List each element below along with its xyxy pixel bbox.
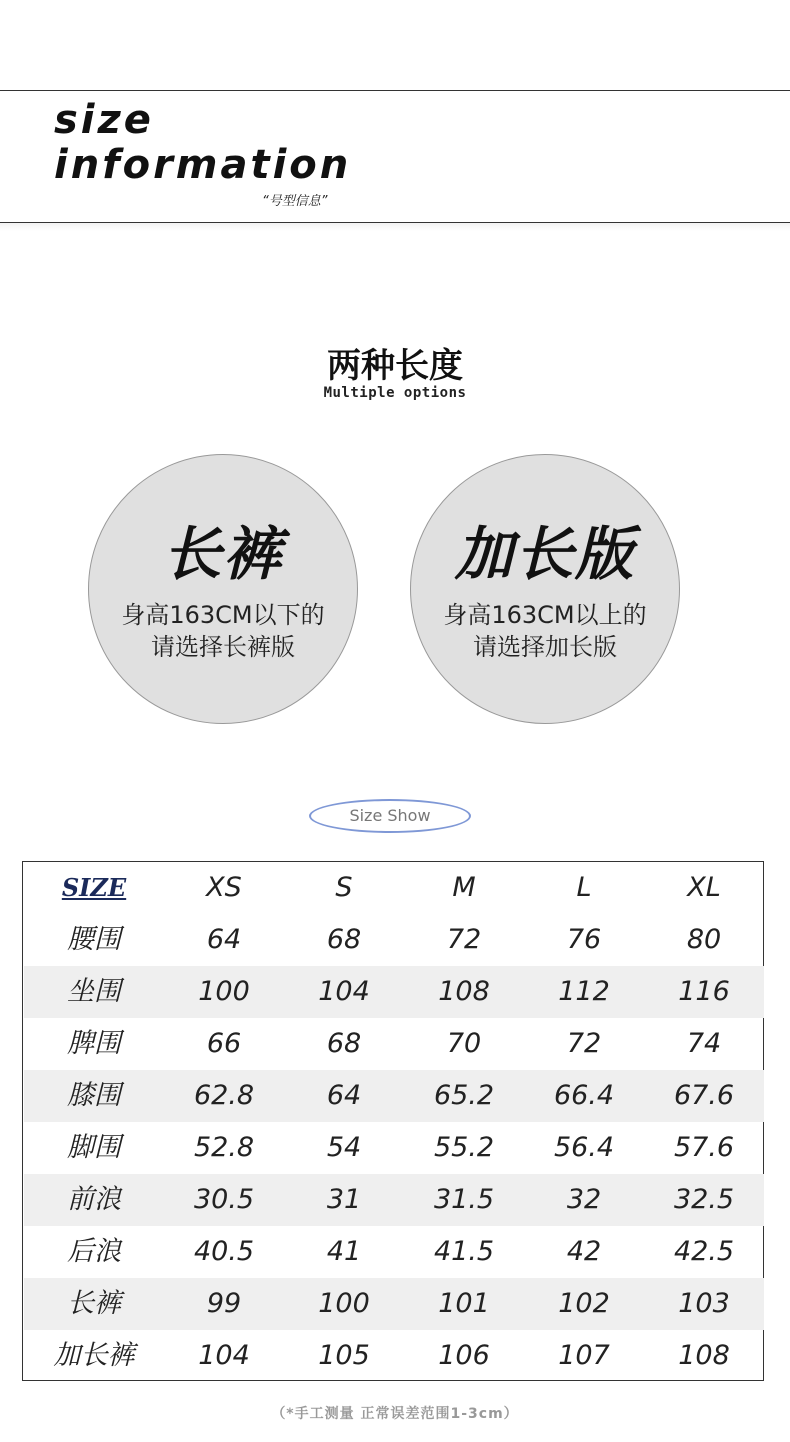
table-cell: 107 <box>558 1340 610 1371</box>
section-title: 两种长度 <box>327 346 463 386</box>
option-circle-regular <box>88 454 358 724</box>
table-cell: 70 <box>446 1028 482 1059</box>
table-row <box>24 966 764 1018</box>
table-cell: 68 <box>326 1028 362 1059</box>
table-cell-label: 膝围 <box>67 1080 121 1111</box>
table-header-cell: XL <box>687 872 721 903</box>
table-cell-label: 后浪 <box>67 1236 121 1267</box>
table-cell: 42.5 <box>673 1236 735 1267</box>
size-table <box>22 861 764 1381</box>
table-cell: 80 <box>686 924 722 955</box>
table-cell: 31.5 <box>433 1184 495 1215</box>
table-cell: 56.4 <box>553 1132 615 1163</box>
table-cell-label: 加长裤 <box>53 1340 135 1371</box>
table-row <box>24 1226 764 1278</box>
option-circle-extended <box>410 454 680 724</box>
table-cell: 100 <box>198 976 250 1007</box>
table-header-cell: XS <box>206 872 242 903</box>
section-subtitle: Multiple options <box>323 385 467 401</box>
table-cell: 103 <box>678 1288 730 1319</box>
table-cell: 108 <box>438 976 490 1007</box>
table-cell: 41 <box>326 1236 362 1267</box>
table-cell: 101 <box>438 1288 490 1319</box>
table-cell: 42 <box>566 1236 602 1267</box>
option-desc-line2: 请选择加长版 <box>473 633 617 661</box>
table-cell: 40.5 <box>193 1236 255 1267</box>
table-cell: 76 <box>566 924 602 955</box>
table-cell: 116 <box>678 976 730 1007</box>
table-cell: 72 <box>446 924 482 955</box>
option-desc-line2: 请选择长裤版 <box>151 633 295 661</box>
table-header-cell: M <box>452 872 476 903</box>
table-cell-label: 坐围 <box>67 976 121 1007</box>
table-cell: 105 <box>318 1340 370 1371</box>
table-cell: 112 <box>558 976 610 1007</box>
table-header-cell: L <box>576 872 592 903</box>
header-title-line1: size <box>54 97 154 143</box>
table-cell: 66 <box>206 1028 242 1059</box>
header-subtitle: “号型信息” <box>262 194 328 209</box>
table-cell: 55.2 <box>433 1132 495 1163</box>
table-cell: 106 <box>438 1340 490 1371</box>
table-cell: 102 <box>558 1288 610 1319</box>
table-cell: 31 <box>326 1184 362 1215</box>
table-cell: 99 <box>206 1288 242 1319</box>
option-title: 长裤 <box>162 520 283 588</box>
table-cell: 104 <box>198 1340 250 1371</box>
table-row <box>24 914 764 966</box>
table-cell: 66.4 <box>553 1080 615 1111</box>
table-row <box>24 1278 764 1330</box>
header-shadow <box>0 223 790 231</box>
table-row <box>24 1122 764 1174</box>
top-blank-strip <box>0 0 790 90</box>
table-cell-label: 脾围 <box>67 1028 121 1059</box>
table-cell: 72 <box>566 1028 602 1059</box>
table-cell: 54 <box>326 1132 362 1163</box>
table-header-cell: SIZE <box>61 873 127 902</box>
table-cell: 108 <box>678 1340 730 1371</box>
option-desc-line1: 身高163CM以下的 <box>121 601 325 629</box>
table-cell: 100 <box>318 1288 370 1319</box>
table-cell: 64 <box>326 1080 362 1111</box>
size-show-badge: Size Show <box>309 799 471 833</box>
table-cell: 62.8 <box>193 1080 255 1111</box>
table-cell: 65.2 <box>433 1080 495 1111</box>
table-header-row <box>24 862 764 914</box>
table-header-cell: S <box>335 872 353 903</box>
table-cell-label: 腰围 <box>67 924 121 955</box>
table-cell: 57.6 <box>673 1132 735 1163</box>
table-cell: 32.5 <box>673 1184 735 1215</box>
measurement-footnote: （*手工测量 正常误差范围1-3cm） <box>271 1406 519 1422</box>
table-row <box>24 1174 764 1226</box>
table-row <box>24 1330 764 1382</box>
table-cell-label: 长裤 <box>67 1288 121 1319</box>
table-cell: 104 <box>318 976 370 1007</box>
table-cell: 67.6 <box>673 1080 735 1111</box>
table-cell-label: 脚围 <box>67 1132 121 1163</box>
table-cell: 30.5 <box>193 1184 255 1215</box>
table-row <box>24 1070 764 1122</box>
table-row <box>24 1018 764 1070</box>
option-desc-line1: 身高163CM以上的 <box>443 601 647 629</box>
table-cell: 64 <box>206 924 242 955</box>
header-top-rule <box>0 90 790 91</box>
table-cell: 52.8 <box>193 1132 255 1163</box>
table-cell: 74 <box>686 1028 722 1059</box>
table-cell: 41.5 <box>433 1236 495 1267</box>
table-cell-label: 前浪 <box>67 1184 121 1215</box>
header-title-line2: information <box>54 142 352 188</box>
option-title: 加长版 <box>454 520 635 588</box>
table-cell: 32 <box>566 1184 602 1215</box>
table-cell: 68 <box>326 924 362 955</box>
